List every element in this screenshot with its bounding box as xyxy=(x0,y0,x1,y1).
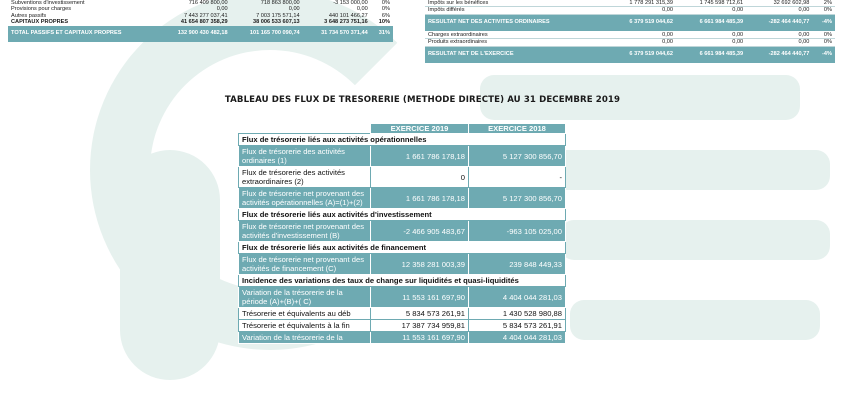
cashflow-row xyxy=(239,221,566,242)
table-row xyxy=(425,14,835,31)
watermark-bar-3 xyxy=(560,220,830,260)
watermark-bar-4 xyxy=(570,300,820,340)
row-value-c3: 440 101 466,27 xyxy=(328,12,368,19)
value-2019: 0 xyxy=(371,167,469,188)
row-label: Charges extraordinaires xyxy=(425,31,606,38)
cashflow-label: Trésorerie et équivalents au déb xyxy=(239,308,371,320)
section-title: Flux de trésorerie liés aux activités d'investissement xyxy=(239,209,566,221)
cashflow-label: Variation de la trésorerie de la période (A)+(B)+( C) xyxy=(239,287,371,308)
cashflow-row xyxy=(239,188,566,209)
row-value-c4: 31% xyxy=(371,26,393,42)
value-2018: 4 404 044 281,03 xyxy=(469,332,566,344)
row-value-c4: 0% xyxy=(812,31,835,38)
value-2019: 11 553 161 697,90 xyxy=(371,332,469,344)
row-label: Impôts sur les bénéfices xyxy=(425,0,606,7)
table-row xyxy=(425,0,835,7)
value-2018: -963 105 025,00 xyxy=(469,221,566,242)
row-value-c3: 31 734 570 371,44 xyxy=(303,26,371,42)
row-value-c3: 0,00 xyxy=(746,31,812,38)
row-value-c2: 0,00 xyxy=(676,39,746,46)
row-value-c3: -282 464 440,77 xyxy=(746,14,812,31)
cashflow-label: Flux de trésorerie des activités extraordinaires (2) xyxy=(239,167,371,188)
row-value-c1: 0,00 xyxy=(216,6,228,13)
value-2018: - xyxy=(469,167,566,188)
row-label: Produits extraordinaires xyxy=(425,39,606,46)
section-header-row xyxy=(239,134,566,146)
value-2019: 17 387 734 959,81 xyxy=(371,320,469,332)
row-value-c4: 2% xyxy=(812,0,835,7)
row-value-c2: 7 003 175 571,14 xyxy=(256,12,300,19)
cashflow-label: Variation de la trésorerie de la xyxy=(239,332,371,344)
row-value-c2: 0,00 xyxy=(676,31,746,38)
row-value-c3: 0,00 xyxy=(746,7,812,14)
cashflow-row xyxy=(239,287,566,308)
section-title: Flux de trésorerie liés aux activités de financement xyxy=(239,242,566,254)
row-label: Subventions d'investissement xyxy=(11,0,85,6)
row-value-c1: 0,00 xyxy=(606,31,676,38)
table-row xyxy=(425,31,835,38)
row-value-c4: 0% xyxy=(812,39,835,46)
row-value-c3: 0,00 xyxy=(746,39,812,46)
row-value-c2: 101 165 700 090,74 xyxy=(231,26,303,42)
cashflow-label: Flux de trésorerie net provenant des activités opérationnelles (A)=(1)+(2) xyxy=(239,188,371,209)
row-value-c2: 38 006 533 607,13 xyxy=(253,19,300,26)
cashflow-label: Flux de trésorerie net provenant des activités de financement (C) xyxy=(239,254,371,275)
cashflow-row xyxy=(239,254,566,275)
row-label: Impôts différés xyxy=(425,7,606,14)
cashflow-title: TABLEAU DES FLUX DE TRESORERIE (METHODE DIRECTE) AU 31 DECEMBRE 2019 xyxy=(224,95,621,105)
row-value-c1: 6 379 519 044,62 xyxy=(606,14,676,31)
row-value-c1: 6 379 519 044,62 xyxy=(606,46,676,63)
row-value-c4: -4% xyxy=(812,14,835,31)
cashflow-row xyxy=(239,308,566,320)
value-2018: 4 404 044 281,03 xyxy=(469,287,566,308)
row-value-c4: 0% xyxy=(381,0,390,6)
row-value-c2: 718 863 800,00 xyxy=(260,0,300,6)
watermark-bar-5 xyxy=(120,150,220,380)
value-2019: 5 834 573 261,91 xyxy=(371,308,469,320)
row-value-c3: 32 692 602,98 xyxy=(746,0,812,7)
row-label: Provisions pour charges xyxy=(11,6,72,13)
table-row xyxy=(8,19,393,25)
column-header-2019: EXERCICE 2019 xyxy=(371,124,469,134)
value-2019: 1 661 786 178,18 xyxy=(371,146,469,167)
row-value-c1: 132 900 430 482,18 xyxy=(158,26,230,42)
row-value-c4: 6% xyxy=(381,12,390,19)
row-value-c3: -282 464 440,77 xyxy=(746,46,812,63)
row-value-c4: -4% xyxy=(812,46,835,63)
row-value-c4: 0% xyxy=(381,6,390,13)
balance-sheet-table xyxy=(8,0,393,42)
cashflow-label: Flux de trésorerie net provenant des activités d'investissement (B) xyxy=(239,221,371,242)
watermark-bar-2 xyxy=(530,150,830,190)
value-2019: 1 661 786 178,18 xyxy=(371,188,469,209)
value-2018: 1 430 528 980,88 xyxy=(469,308,566,320)
value-2019: 12 358 281 003,39 xyxy=(371,254,469,275)
value-2018: 5 834 573 261,91 xyxy=(469,320,566,332)
row-label: RESULTAT NET DES ACTIVITES ORDINAIRES xyxy=(425,14,606,31)
row-value-c1: 41 654 807 358,29 xyxy=(180,19,228,26)
cashflow-row xyxy=(239,320,566,332)
value-2018: 239 848 449,33 xyxy=(469,254,566,275)
value-2019: -2 466 905 483,67 xyxy=(371,221,469,242)
income-statement-table xyxy=(425,0,835,64)
row-label: RESULTAT NET DE L'EXERCICE xyxy=(425,46,606,63)
row-value-c1: 0,00 xyxy=(606,7,676,14)
cashflow-header-row xyxy=(239,124,566,134)
table-row xyxy=(425,46,835,63)
row-value-c3: 0,00 xyxy=(356,6,368,13)
table-row xyxy=(8,26,393,42)
row-value-c1: 716 409 800,00 xyxy=(188,0,228,6)
value-2018: 5 127 300 856,70 xyxy=(469,146,566,167)
value-2018: 5 127 300 856,70 xyxy=(469,188,566,209)
row-label: TOTAL PASSIFS ET CAPITAUX PROPRES xyxy=(8,26,158,42)
section-header-row xyxy=(239,275,566,287)
section-title: Incidence des variations des taux de change sur liquidités et quasi-liquidités xyxy=(239,275,566,287)
header-blank-cell xyxy=(239,124,371,134)
section-header-row xyxy=(239,242,566,254)
table-row xyxy=(425,7,835,14)
cashflow-row xyxy=(239,332,566,344)
row-value-c4: 0% xyxy=(812,7,835,14)
cashflow-table xyxy=(238,123,566,344)
section-title: Flux de trésorerie liés aux activités opérationnelles xyxy=(239,134,566,146)
value-2019: 11 553 161 697,90 xyxy=(371,287,469,308)
row-value-c1: 7 443 277 037,41 xyxy=(184,12,228,19)
row-value-c3: 3 648 273 751,16 xyxy=(324,19,368,26)
row-label: CAPITAUX PROPRES xyxy=(11,19,69,26)
column-header-2018: EXERCICE 2018 xyxy=(469,124,566,134)
row-value-c4: 10% xyxy=(378,19,390,26)
table-row xyxy=(425,39,835,46)
row-value-c2: 6 661 984 485,39 xyxy=(676,46,746,63)
row-value-c1: 0,00 xyxy=(606,39,676,46)
row-value-c2: 0,00 xyxy=(288,6,300,13)
row-value-c2: 1 745 598 712,61 xyxy=(676,0,746,7)
row-value-c2: 6 661 984 485,39 xyxy=(676,14,746,31)
cashflow-label: Trésorerie et équivalents à la fin xyxy=(239,320,371,332)
row-value-c2: 0,00 xyxy=(676,7,746,14)
row-label: Autres passifs xyxy=(11,12,47,19)
cashflow-row xyxy=(239,167,566,188)
row-value-c3: -3 153 000,00 xyxy=(333,0,368,6)
section-header-row xyxy=(239,209,566,221)
row-value-c1: 1 778 291 315,39 xyxy=(606,0,676,7)
cashflow-row xyxy=(239,146,566,167)
cashflow-label: Flux de trésorerie des activités ordinaires (1) xyxy=(239,146,371,167)
